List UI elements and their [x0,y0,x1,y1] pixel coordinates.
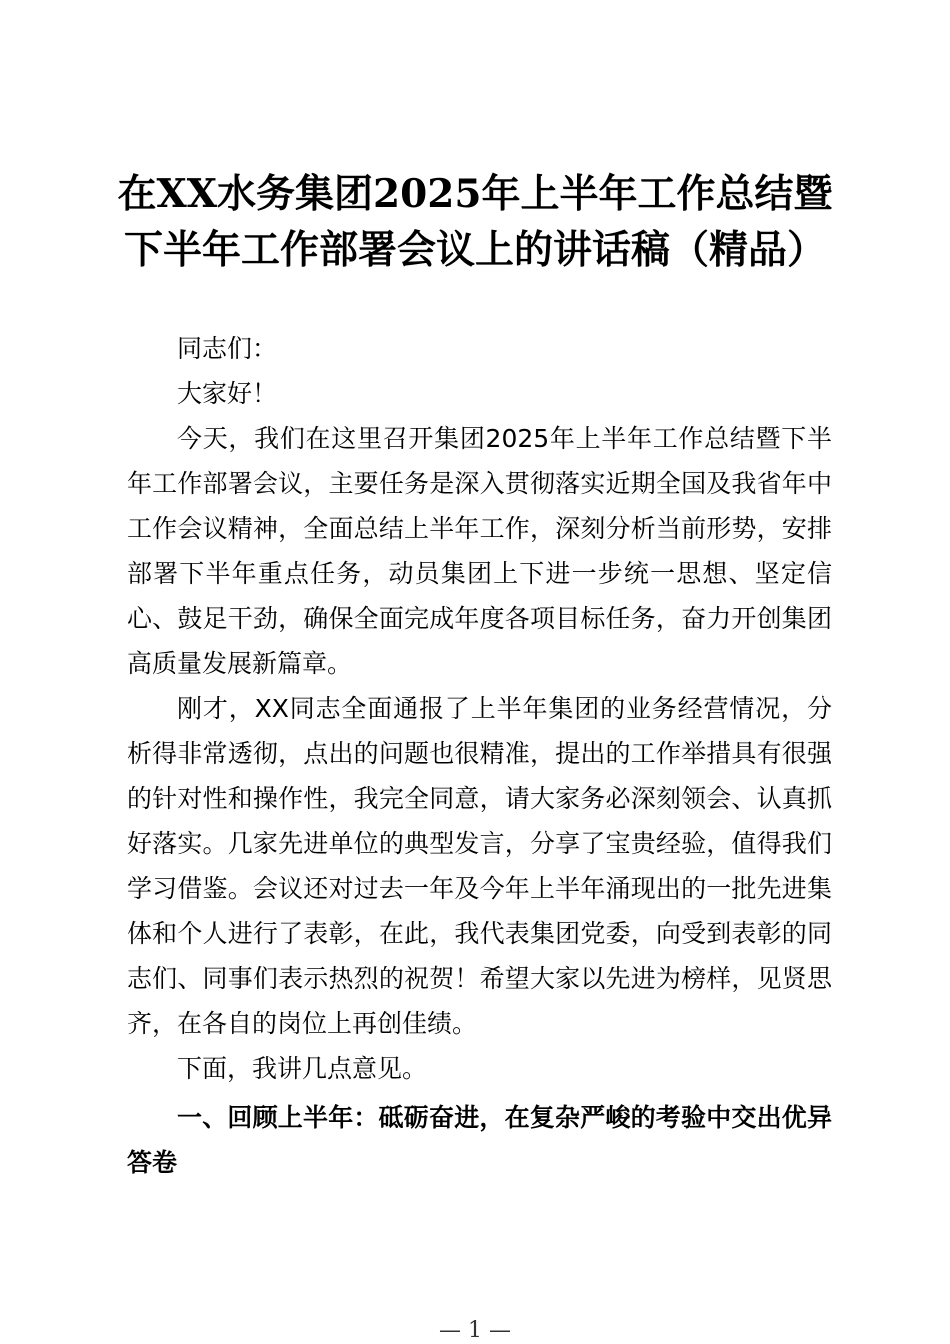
paragraph-transition: 下面，我讲几点意见。 [177,1054,428,1083]
greeting: 大家好！ [177,379,278,408]
document-body [127,326,832,1185]
section-heading: 一、回顾上半年：砥砺奋进，在复杂严峻的考验中交出优异答卷 [127,1103,832,1177]
page-number: — 1 — [439,1318,511,1343]
salutation: 同志们： [177,334,278,363]
paragraph-review: 刚才，XX同志全面通报了上半年集团的业务经营情况，分析得非常透彻，点出的问题也很精准，提出的工作举措具有很强的针对性和操作性，我完全同意，请大家务必深刻领会、认真抓好落实。几家先进单位的典型发言，分享了宝贵经验，值得我们学习借鉴。会议还对过去一年及今年上半年涌现出的一批先进集体和个人进行了表彰，在此，我代表集团党委，向受到表彰的同志们、同事们表示热烈的祝贺！希望大家以先进为榜样，见贤思齐，在各自的岗位上再创佳绩。 [127,694,832,1038]
document-title: 在XX水务集团2025年上半年工作总结暨下半年工作部署会议上的讲话稿（精品） [117,171,833,273]
paragraph-intro: 今天，我们在这里召开集团2025年上半年工作总结暨下半年工作部署会议，主要任务是深入贯彻落实近期全国及我省年中工作会议精神，全面总结上半年工作，深刻分析当前形势，安排部署下半年重点任务，动员集团上下进一步统一思想、坚定信心、鼓足干劲，确保全面完成年度各项目标任务，奋力开创集团高质量发展新篇章。 [127,424,832,678]
